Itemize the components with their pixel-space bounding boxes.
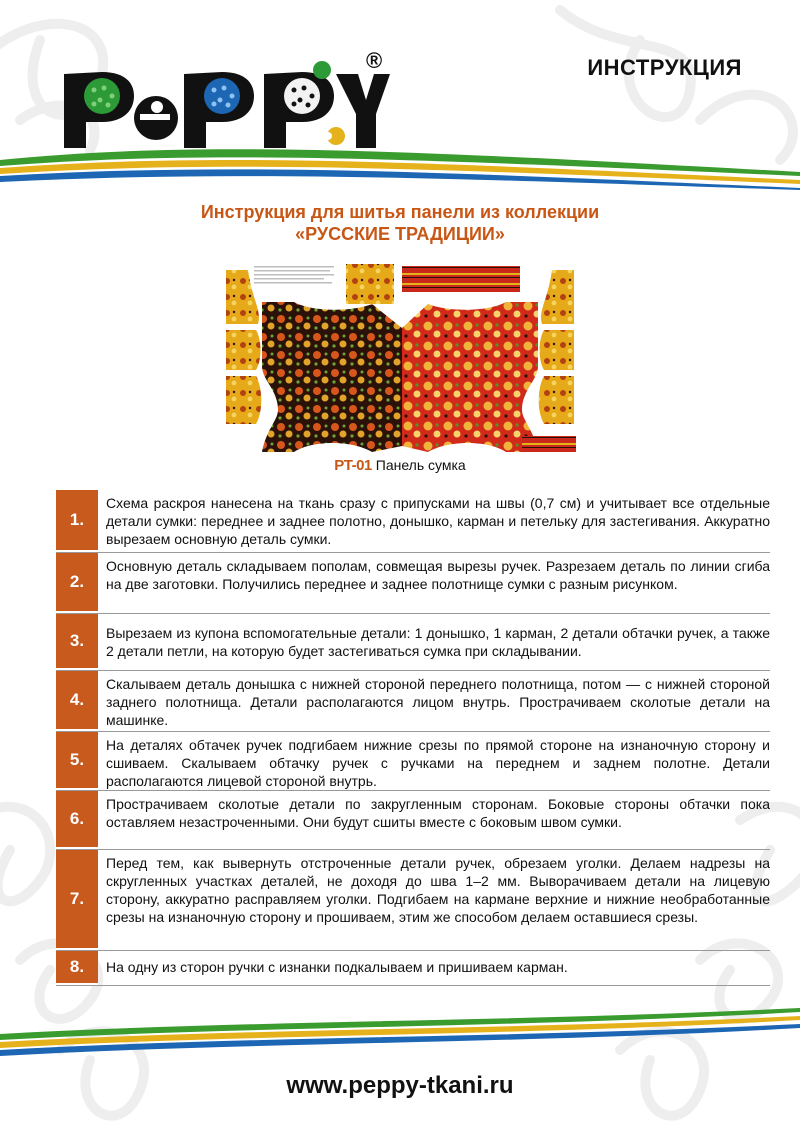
step-text: Вырезаем из купона вспомогательные детали: 1 донышко, 1 карман, 2 детали обтачки ручек, а также 2 детали петли, на которую будет застегиваться сумка при складывании. [106, 625, 770, 659]
step-row [56, 732, 770, 791]
header-title: ИНСТРУКЦИЯ [587, 55, 742, 80]
step-number: 5. [56, 732, 98, 790]
step-number: 6. [56, 791, 98, 849]
website-link[interactable]: www.peppy-tkani.ru [286, 1072, 514, 1099]
step-text: Перед тем, как вывернуть отстроченные детали ручек, обрезаем уголки. Делаем надрезы на скругленных участках деталей, не доходя до шва 1–2 мм. Выворачиваем детали на лицевую сторону, аккуратно расправляем уголки. Подгибаем на кармане верхние и нижние необработанные срезы на изнаночную сторону и прошиваем, этим же способом делаем оставшиеся срезы. [106, 855, 770, 925]
step-text: На одну из сторон ручки с изнанки подкалываем и пришиваем карман. [106, 959, 568, 975]
step-text: Скалываем деталь донышка с нижней стороной переднего полотнища, потом — с нижней стороной заднего полотнища. Детали располагаются лицом внутрь. Прострачиваем сколотые детали на машинке. [106, 676, 770, 728]
step-number: 2. [56, 553, 98, 613]
step-number: 8. [56, 951, 98, 985]
header-swoosh [0, 140, 800, 190]
panel-code: PT-01 [334, 457, 372, 474]
fabric-panel-image [222, 260, 578, 454]
step-row [56, 671, 770, 732]
step-row [56, 490, 770, 553]
panel-caption [0, 457, 800, 474]
registered-mark: ® [366, 48, 383, 73]
step-text: Схема раскроя нанесена на ткань сразу с припусками на швы (0,7 см) и учитывает все отдельные детали сумки: переднее и заднее полотно, донышко, карман и петельку для застегивания. Аккуратно вырезаем основную деталь сумки. [106, 495, 770, 547]
main-title-line2: «РУССКИЕ ТРАДИЦИИ» [295, 224, 505, 244]
peppy-logo [60, 48, 390, 152]
step-text: Основную деталь складываем пополам, совмещая вырезы ручек. Разрезаем деталь по линии сгиба на две заготовки. Получились переднее и заднее полотнище сумки с разным рисунком. [106, 558, 770, 592]
step-text: Прострачиваем сколотые детали по закругленным сторонам. Боковые стороны обтачки пока оставляем незастроченными. Они будут сшиты вместе с боковым швом сумки. [106, 796, 770, 830]
step-number: 4. [56, 671, 98, 731]
step-row [56, 951, 770, 986]
step-row [56, 791, 770, 850]
logo-graphic [60, 52, 390, 152]
step-number: 1. [56, 490, 98, 552]
main-title-line1: Инструкция для шитья панели из коллекции [200, 202, 600, 222]
step-number: 3. [56, 614, 98, 670]
instruction-steps [56, 490, 770, 986]
main-title [0, 201, 800, 245]
step-row [56, 850, 770, 951]
step-number: 7. [56, 850, 98, 950]
step-row [56, 614, 770, 671]
step-text: На деталях обтачек ручек подгибаем нижние срезы по прямой стороне на изнаночную сторону и сшиваем. Скалываем обтачку ручек с ручками на переднем и заднем полотне. Детали располагаются лицевой стороной внутрь. [106, 737, 770, 789]
footer-swoosh [0, 1000, 800, 1060]
panel-caption-text: Панель сумка [375, 457, 466, 473]
step-row [56, 553, 770, 614]
